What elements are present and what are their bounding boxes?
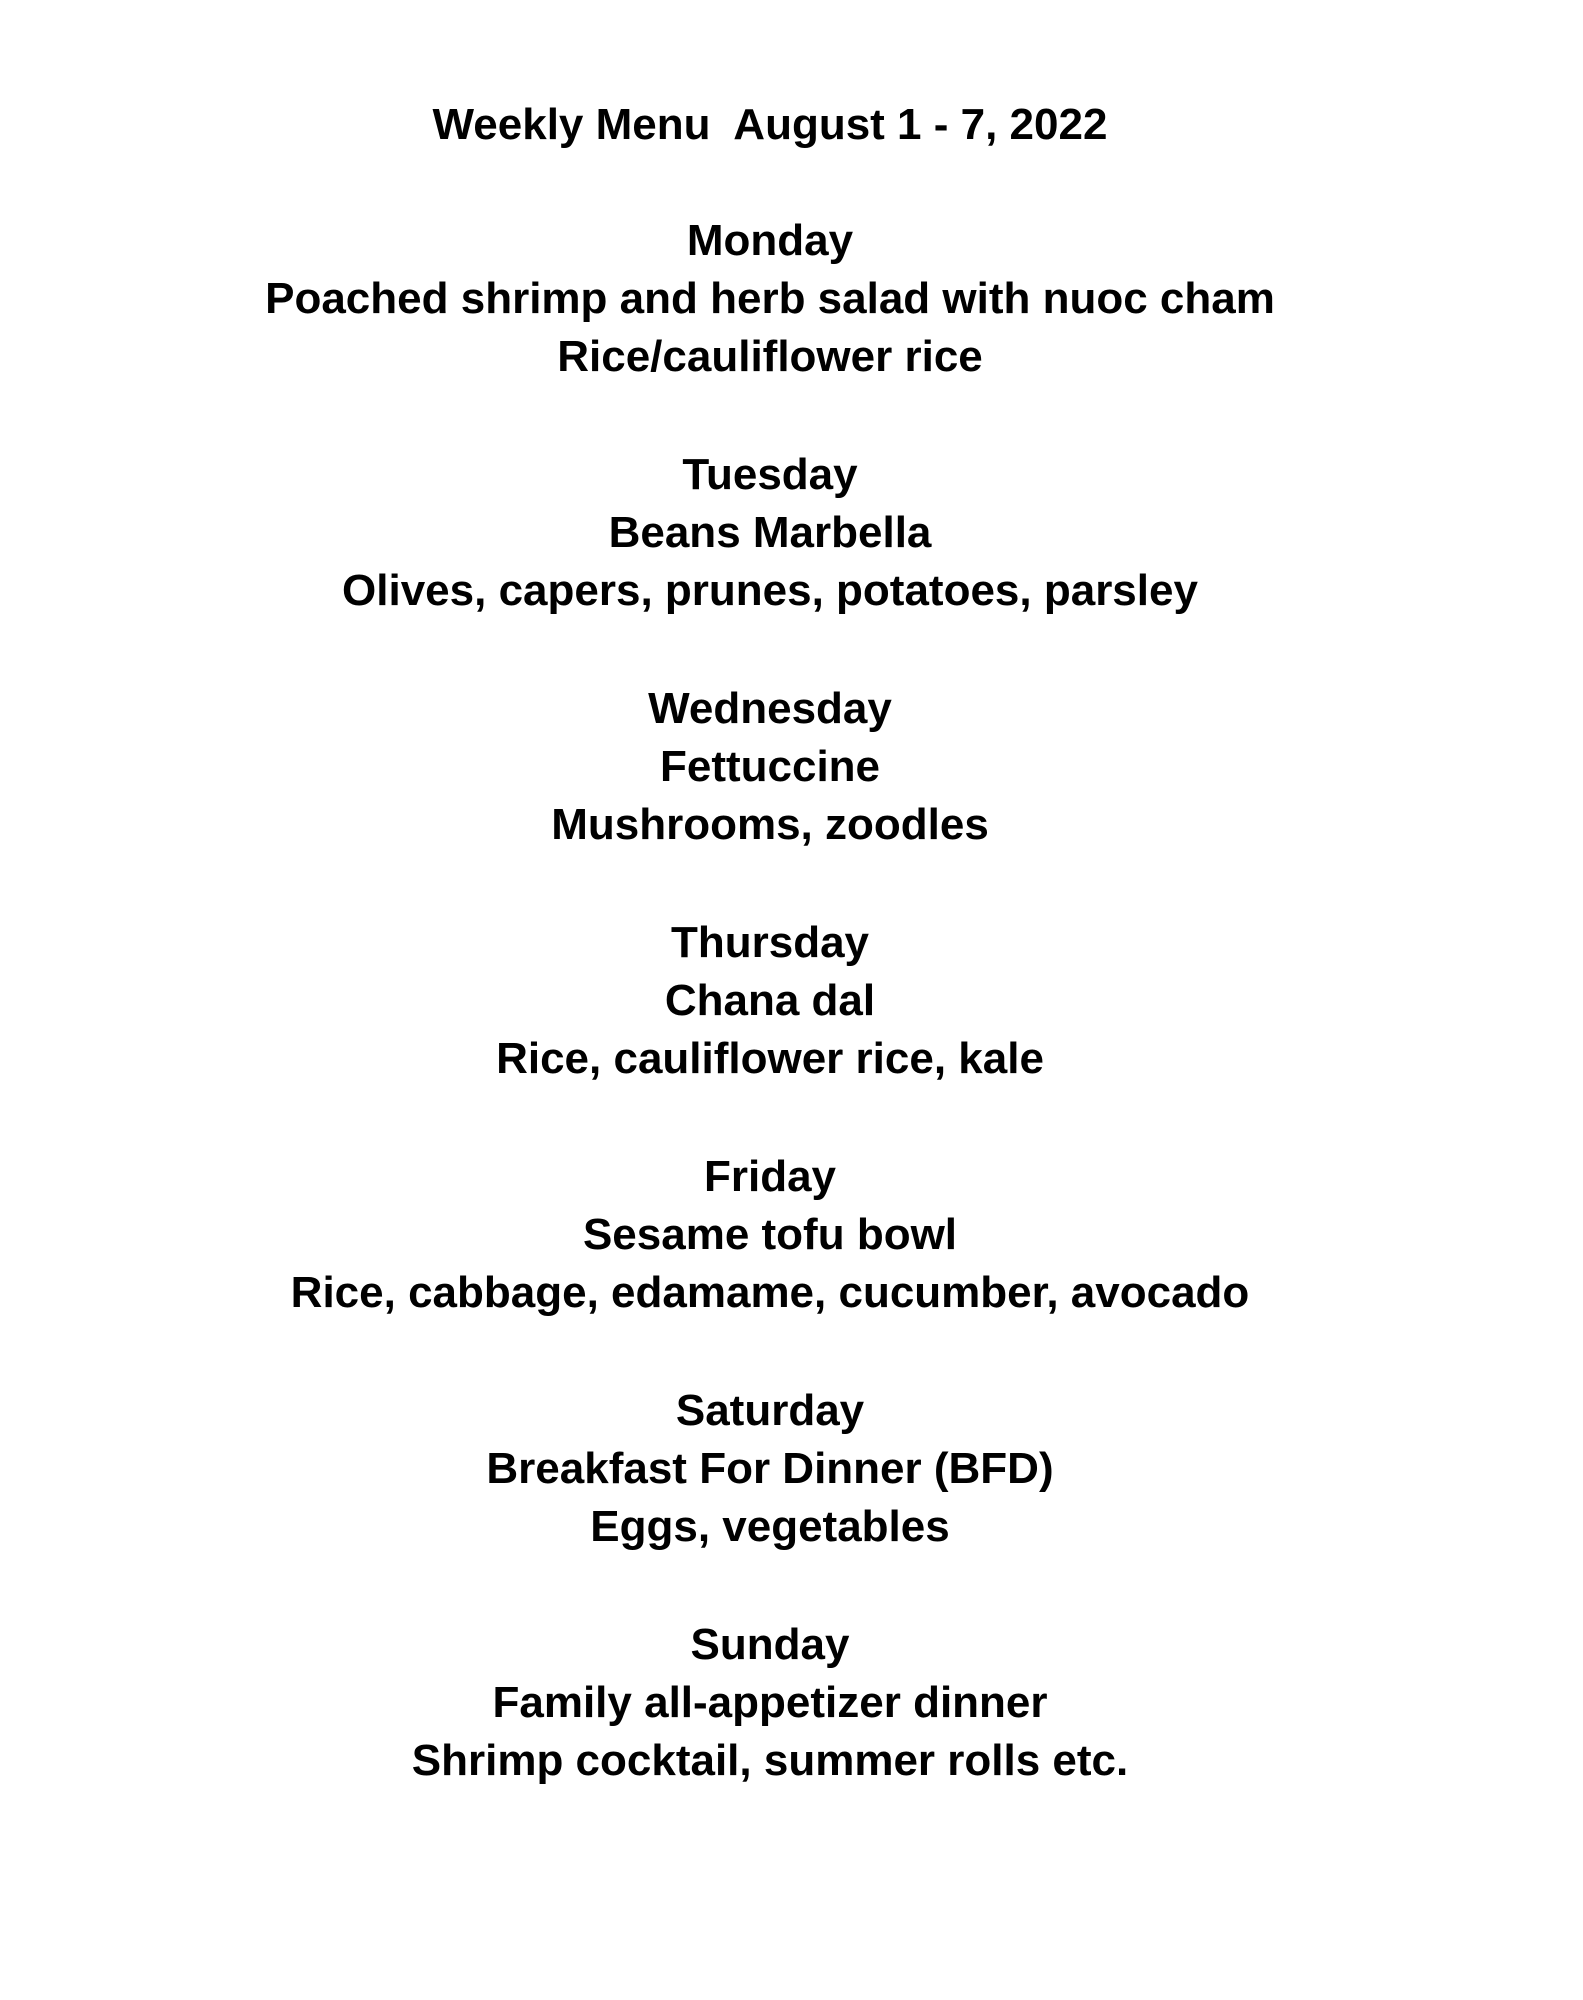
menu-line: Shrimp cocktail, summer rolls etc. [411,1736,1129,1785]
menu-line: Chana dal [664,976,876,1025]
day-section-tuesday [0,446,1540,620]
menu-line: Breakfast For Dinner (BFD) [486,1444,1054,1493]
menu-line: Fettuccine [659,742,881,791]
menu-line: Rice, cabbage, edamame, cucumber, avocado [290,1268,1250,1317]
day-section-thursday [0,914,1540,1088]
menu-line: Mushrooms, zoodles [551,800,989,849]
menu-line: Beans Marbella [608,508,932,557]
day-heading: Monday [686,216,854,265]
day-heading: Wednesday [648,684,892,733]
day-section-sunday [0,1616,1540,1790]
menu-line: Rice/cauliflower rice [557,332,983,381]
day-heading: Friday [703,1152,837,1201]
day-heading: Saturday [675,1386,865,1435]
menu-line: Eggs, vegetables [590,1502,950,1551]
day-section-friday [0,1148,1540,1322]
day-section-monday [0,212,1540,386]
menu-line: Olives, capers, prunes, potatoes, parsley [342,566,1198,615]
page-title: Weekly Menu August 1 - 7, 2022 [432,100,1108,149]
day-heading: Sunday [690,1620,850,1669]
menu-line: Family all-appetizer dinner [492,1678,1048,1727]
day-heading: Tuesday [682,450,858,499]
day-section-wednesday [0,680,1540,854]
day-heading: Thursday [670,918,870,967]
day-section-saturday [0,1382,1540,1556]
menu-line: Rice, cauliflower rice, kale [496,1034,1044,1083]
menu-line: Sesame tofu bowl [582,1210,958,1259]
menu-line: Poached shrimp and herb salad with nuoc cham [265,274,1275,323]
